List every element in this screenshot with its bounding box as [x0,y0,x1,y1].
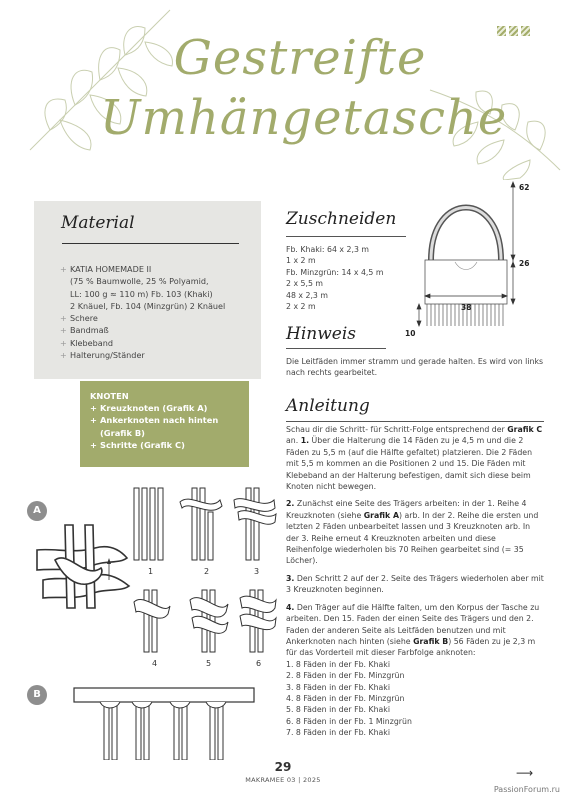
list-item: + Klebeband [60,337,114,348]
plus-icon: + [90,415,97,426]
list-item: 4. 8 Fäden in der Fb. Minzgrün [286,693,405,703]
difficulty-bar-icon [521,26,530,36]
anleitung-step-2: 2. Zunächst eine Seite des Trägers arbeiten: in der 1. Reihe 4 Kreuzknoten (siehe Grafik A) arb. In der 2. Reihe die ersten und letzten 2 Fäden unbearbeitet lassen und 3 Kreuzknoten arb. In der 3. Reihe erneut 4 Kreuzknoten arbeiten und diese Reihenfolge wiederholen bis 70 Reihen gearbeitet sind (= 35 Löcher). [286,499,539,566]
list-item: + Ankerknoten nach hinten [90,415,219,426]
material-list [60,263,251,361]
list-item: 1. 8 Fäden in der Fb. Khaki [286,659,390,669]
material-rule [62,243,239,244]
step-4-cords-icon [134,590,170,652]
list-item: (Grafik B) [100,427,145,438]
list-item: + Kreuzknoten (Grafik A) [90,403,208,414]
list-item: + KATIA HOMEMADE II [60,264,152,274]
list-item: 2 Knäuel, Fb. 104 (Minzgrün) 2 Knäuel [70,300,226,311]
step-label-4: 4 [152,659,158,668]
plus-icon: + [60,264,67,274]
plus-icon: + [90,439,97,450]
zuschneiden-heading: Zuschneiden [286,209,397,229]
title-line-2: Umhängetasche [100,90,508,146]
list-item: 2. 8 Fäden in der Fb. Minzgrün [286,671,405,681]
step-1-cords-icon [134,488,163,560]
list-item: Fb. Khaki: 64 x 2,3 m [286,245,369,254]
list-item: + Schritte (Grafik C) [90,439,185,450]
list-item: 2 x 2 m [286,302,316,312]
anleitung-intro: Schau dir die Schritt- für Schritt-Folge entsprechend der Grafik C an. 1. Über die Halterung die 14 Fäden zu je 4,5 m und die 2 Fäden zu 5,5 m (auf die Hälfte gefaltet) platzieren. Die 2 Fäden mit 5,5 m kommen an die Positionen 2 und 15. Die Fäden mit Klebeband an der Halterung befestigen, damit sich diese beim Knoten nicht bewegen. [286,425,543,492]
dim-strap-label: 62 [519,183,530,192]
step-5-cords-icon [190,590,228,652]
list-item: + Halterung/Ständer [60,350,145,361]
page-title [100,28,508,148]
next-page-arrow-icon[interactable]: ⟶ [516,766,534,780]
watermark: PassionForum.ru [493,785,560,794]
step-6-cords-icon [240,590,276,652]
knot-steps-illustration [120,482,280,672]
step-label-6: 6 [256,659,262,668]
anleitung-step-3: 3. Den Schritt 2 auf der 2. Seite des Trägers wiederholen aber mit 3 Kreuzknoten beginnen. [286,573,544,595]
list-item: (75 % Baumwolle, 25 % Polyamid, [70,276,209,287]
hinweis-rule [286,348,386,349]
step-3-cords-icon [234,488,276,560]
hinweis-text: Die Leitfäden immer stramm und gerade halten. Es wird von links nach rechts gearbeitet. [286,357,544,378]
plus-icon: + [60,350,67,361]
difficulty-indicator [497,26,530,36]
list-item: Fb. Minzgrün: 14 x 4,5 m [286,267,384,277]
anleitung-step-4: 4. Den Träger auf die Hälfte falten, um den Korpus der Tasche zu arbeiten. Den 15. Faden der einen Seite des Trägers und den 2. Faden der anderen Seite als Leitfäden benutzen und mit Ankerknoten nach hinten (siehe Grafik B) 56 Fäden zu je 2,3 m für das Vorderteil mit dieser Farbfolge anknoten: [286,602,540,658]
list-item: + Bandmaß [60,325,109,336]
plus-icon: + [60,337,67,348]
knoten-box [80,381,249,467]
anleitung-body [286,424,544,739]
step-label-5: 5 [206,659,212,668]
badge-b: B [27,685,47,705]
material-box [34,201,261,379]
knoten-list [90,402,239,451]
step-label-2: 2 [204,567,210,576]
list-item: 48 x 2,3 m [286,290,328,300]
dim-body-height-label: 26 [519,259,530,268]
list-item: 7. 8 Fäden in der Fb. Khaki [286,728,390,738]
zuschneiden-list [286,244,544,312]
knoten-heading: KNOTEN [90,391,129,401]
list-item: + Schere [60,313,98,324]
dim-width-label: 38 [461,303,472,312]
plus-icon: + [60,325,67,336]
badge-a: A [27,501,47,521]
magazine-issue: MAKRAMEE 03 | 2025 [245,776,321,784]
anleitung-rule [286,421,544,422]
material-heading: Material [61,213,135,233]
page-number: 29 [274,760,292,774]
plus-icon: + [60,313,67,324]
difficulty-bar-icon [509,26,518,36]
plus-icon: + [90,403,97,414]
step-label-3: 3 [254,567,260,576]
title-line-1: Gestreifte [173,30,427,86]
zuschneiden-rule [286,236,406,237]
list-item: LL: 100 g ≈ 110 m) Fb. 103 (Khaki) [70,288,213,299]
anleitung-heading: Anleitung [286,396,370,416]
step-label-1: 1 [148,567,154,576]
hinweis-heading: Hinweis [286,324,356,344]
list-item: 1 x 2 m [286,256,316,266]
list-item: 3. 8 Fäden in der Fb. Khaki [286,682,390,692]
list-item: 6. 8 Fäden in der Fb. 1 Minzgrün [286,716,412,726]
list-item: 5. 8 Fäden in der Fb. Khaki [286,705,390,715]
step-2-cords-icon [180,488,222,560]
list-item: 2 x 5,5 m [286,279,324,289]
dim-fringe-label: 10 [405,329,416,338]
anchor-knot-illustration-icon [70,680,260,760]
